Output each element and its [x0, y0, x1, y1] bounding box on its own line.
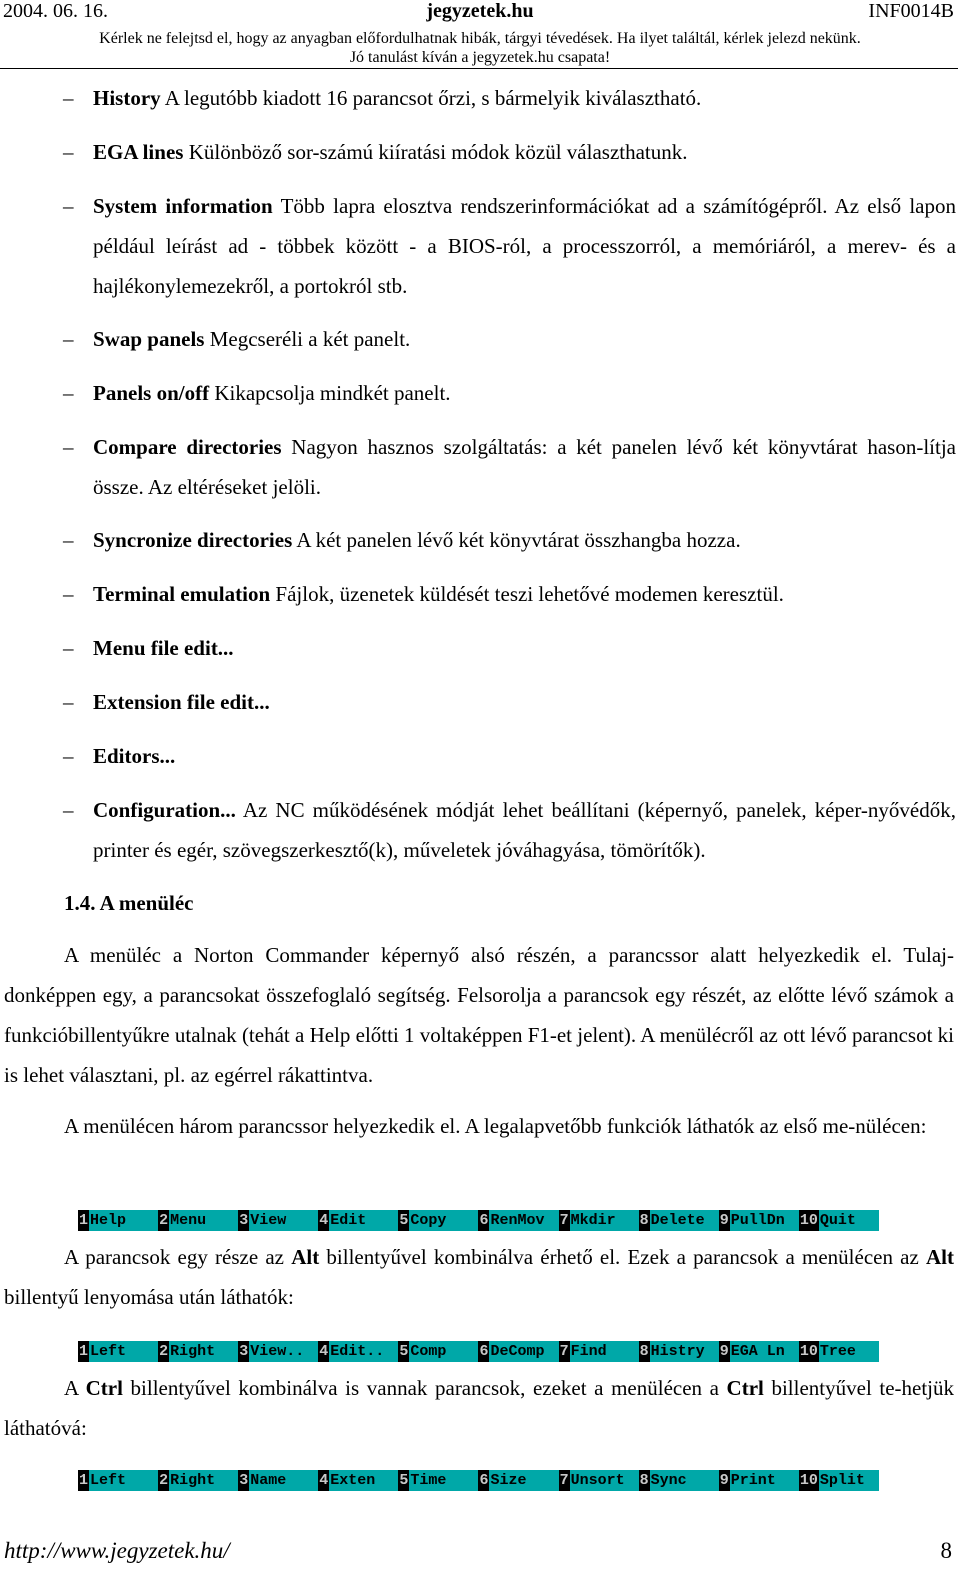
fkey-number: 10 — [799, 1472, 818, 1489]
paragraph-ctrl-keys — [4, 1368, 954, 1448]
fkey-3[interactable] — [238, 1341, 318, 1362]
item-desc: Több lapra elosztva rendszerinformációkat ad a számítógépről. Az első lapon például leírást ad - többek között - a BIOS-ról, a processzorról, a memóriáról, a merev- és a hajlékonylemezekről, a portokról stb. — [93, 194, 956, 298]
fkey-6[interactable] — [478, 1341, 558, 1362]
item-desc: A két panelen lévő két könyvtárat összhangba hozza. — [292, 528, 741, 552]
list-bullet: – — [63, 140, 74, 164]
function-key-bar-alt — [78, 1341, 879, 1362]
item-term: System information — [93, 194, 273, 218]
key-name-alt: Alt — [291, 1245, 320, 1269]
function-key-bar-normal — [78, 1210, 879, 1231]
fkey-5[interactable] — [398, 1341, 478, 1362]
list-bullet: – — [63, 327, 74, 351]
fkey-label: View — [250, 1212, 287, 1229]
fkey-3[interactable] — [238, 1210, 318, 1231]
fkey-label: Right — [170, 1343, 216, 1360]
header-date: 2004. 06. 16. — [3, 0, 108, 22]
item-term: Extension file edit... — [93, 690, 270, 714]
list-item-compare-directories — [60, 427, 956, 507]
header-divider — [0, 68, 958, 69]
fkey-number: 9 — [719, 1343, 729, 1360]
header-code: INF0014B — [868, 0, 954, 22]
fkey-7[interactable] — [559, 1210, 639, 1231]
item-desc: Fájlok, üzenetek küldését teszi lehetővé modemen keresztül. — [270, 582, 784, 606]
key-name-alt: Alt — [926, 1245, 954, 1269]
fkey-label: Exten — [330, 1472, 376, 1489]
list-item-extension-file-edit — [60, 682, 956, 722]
para-text: billentyű lenyomása után láthatók: — [4, 1285, 294, 1309]
list-bullet: – — [63, 798, 74, 822]
fkey-1[interactable] — [78, 1341, 158, 1362]
item-term: History — [93, 86, 161, 110]
fkey-1[interactable] — [78, 1210, 158, 1231]
item-term: Terminal emulation — [93, 582, 271, 606]
fkey-label: Left — [90, 1472, 127, 1489]
fkey-2[interactable] — [158, 1470, 238, 1491]
fkey-label: Split — [819, 1472, 865, 1489]
fkey-6[interactable] — [478, 1470, 558, 1491]
list-item-terminal-emulation — [60, 574, 956, 614]
fkey-4[interactable] — [318, 1341, 398, 1362]
fkey-number: 1 — [79, 1472, 89, 1489]
fkey-number: 9 — [719, 1212, 729, 1229]
fkey-8[interactable] — [639, 1210, 719, 1231]
list-bullet: – — [63, 86, 74, 110]
fkey-number: 8 — [639, 1212, 649, 1229]
fkey-7[interactable] — [559, 1470, 639, 1491]
fkey-number: 5 — [399, 1212, 409, 1229]
fkey-number: 7 — [559, 1343, 569, 1360]
page-number: 8 — [940, 1538, 952, 1563]
fkey-4[interactable] — [318, 1210, 398, 1231]
fkey-number: 2 — [159, 1212, 169, 1229]
fkey-number: 3 — [239, 1212, 249, 1229]
fkey-number: 9 — [719, 1472, 729, 1489]
fkey-10[interactable] — [799, 1341, 879, 1362]
paragraph-three-rows: A menülécen három parancssor helyezkedik el. A legalapvetőbb funkciók láthatók az első me-nülécen: — [64, 1114, 927, 1138]
list-bullet: – — [63, 528, 74, 552]
paragraph-alt-keys — [4, 1237, 954, 1317]
fkey-10[interactable] — [799, 1210, 879, 1231]
list-bullet: – — [63, 381, 74, 405]
fkey-number: 4 — [319, 1343, 329, 1360]
list-item-ega-lines — [60, 132, 956, 172]
list-item-history — [60, 78, 956, 118]
fkey-label: PullDn — [730, 1212, 785, 1229]
fkey-9[interactable] — [719, 1470, 799, 1491]
item-term: EGA lines — [93, 140, 184, 164]
fkey-label: Comp — [410, 1343, 447, 1360]
fkey-number: 1 — [79, 1343, 89, 1360]
fkey-label: Name — [250, 1472, 287, 1489]
fkey-1[interactable] — [78, 1470, 158, 1491]
fkey-number: 2 — [159, 1472, 169, 1489]
item-desc: Megcseréli a két panelt. — [204, 327, 411, 351]
item-desc: Különböző sor-számú kiíratási módok közül választhatunk. — [183, 140, 688, 164]
fkey-number: 10 — [799, 1212, 818, 1229]
fkey-number: 3 — [239, 1343, 249, 1360]
fkey-5[interactable] — [398, 1470, 478, 1491]
list-item-panels-on-off — [60, 373, 956, 413]
list-bullet: – — [63, 435, 74, 459]
fkey-label: Edit.. — [330, 1343, 385, 1360]
fkey-label: Mkdir — [570, 1212, 616, 1229]
list-bullet: – — [63, 194, 74, 218]
fkey-number: 8 — [639, 1472, 649, 1489]
page-header — [0, 0, 960, 22]
fkey-label: RenMov — [490, 1212, 545, 1229]
fkey-label: Size — [490, 1472, 527, 1489]
fkey-number: 7 — [559, 1472, 569, 1489]
fkey-label: DeComp — [490, 1343, 545, 1360]
header-site: jegyzetek.hu — [426, 0, 534, 22]
item-term: Swap panels — [93, 327, 205, 351]
fkey-label: Help — [90, 1212, 127, 1229]
fkey-label: Delete — [650, 1212, 705, 1229]
fkey-label: EGA Ln — [730, 1343, 785, 1360]
fkey-number: 6 — [479, 1212, 489, 1229]
header-note — [0, 29, 960, 67]
fkey-number: 5 — [399, 1343, 409, 1360]
para-text: billentyűvel kombinálva is vannak parancsok, ezeket a menülécen a — [122, 1376, 727, 1400]
para-text: A — [64, 1376, 86, 1400]
fkey-number: 4 — [319, 1212, 329, 1229]
fkey-number: 8 — [639, 1343, 649, 1360]
fkey-number: 5 — [399, 1472, 409, 1489]
fkey-6[interactable] — [478, 1210, 558, 1231]
fkey-2[interactable] — [158, 1210, 238, 1231]
fkey-label: Find — [570, 1343, 607, 1360]
fkey-label: Left — [90, 1343, 127, 1360]
list-item-configuration — [60, 790, 956, 870]
fkey-label: Edit — [330, 1212, 367, 1229]
fkey-number: 6 — [479, 1472, 489, 1489]
fkey-label: Time — [410, 1472, 447, 1489]
fkey-number: 4 — [319, 1472, 329, 1489]
item-term: Editors... — [93, 744, 176, 768]
fkey-number: 3 — [239, 1472, 249, 1489]
fkey-number: 10 — [799, 1343, 818, 1360]
list-bullet: – — [63, 690, 74, 714]
footer-url[interactable]: http://www.jegyzetek.hu/ — [4, 1538, 230, 1563]
list-item-system-information — [60, 186, 956, 306]
key-name-ctrl: Ctrl — [726, 1376, 764, 1400]
item-term: Configuration... — [93, 798, 236, 822]
header-note-line2: Jó tanulást kíván a jegyzetek.hu csapata! — [349, 49, 611, 66]
header-note-line1: Kérlek ne felejtsd el, hogy az anyagban előfordulhatnak hibák, tárgyi tévedések. Ha ilyet találtál, kérlek jelezd nekünk. — [99, 30, 861, 47]
fkey-number: 1 — [79, 1212, 89, 1229]
fkey-label: Sync — [650, 1472, 687, 1489]
function-key-bar-ctrl — [78, 1470, 879, 1491]
fkey-5[interactable] — [398, 1210, 478, 1231]
fkey-10[interactable] — [799, 1470, 879, 1491]
fkey-label: Right — [170, 1472, 216, 1489]
fkey-9[interactable] — [719, 1210, 799, 1231]
fkey-label: Print — [730, 1472, 776, 1489]
fkey-label: Menu — [170, 1212, 207, 1229]
section-title: 1.4. A menüléc — [64, 891, 194, 915]
para-text: billentyűvel kombinálva érhető el. Ezek a parancsok a menülécen az — [319, 1245, 926, 1269]
list-item-syncronize-directories — [60, 520, 956, 560]
fkey-4[interactable] — [318, 1470, 398, 1491]
fkey-7[interactable] — [559, 1341, 639, 1362]
fkey-number: 6 — [479, 1343, 489, 1360]
item-desc: Nagyon hasznos szolgáltatás: a két panelen lévő két könyvtárat hason-lítja össze. Az eltéréseket jelöli. — [93, 435, 956, 499]
list-bullet: – — [63, 636, 74, 660]
list-bullet: – — [63, 582, 74, 606]
item-term: Compare directories — [93, 435, 282, 459]
fkey-9[interactable] — [719, 1341, 799, 1362]
fkey-number: 2 — [159, 1343, 169, 1360]
item-term: Syncronize directories — [93, 528, 293, 552]
fkey-3[interactable] — [238, 1470, 318, 1491]
fkey-number: 7 — [559, 1212, 569, 1229]
item-term: Panels on/off — [93, 381, 210, 405]
fkey-8[interactable] — [639, 1341, 719, 1362]
list-item-editors — [60, 736, 956, 776]
fkey-label: Unsort — [570, 1472, 625, 1489]
item-desc: A legutóbb kiadott 16 parancsot őrzi, s bármelyik kiválasztható. — [160, 86, 702, 110]
para-text: A parancsok egy része az — [64, 1245, 292, 1269]
list-item-menu-file-edit — [60, 628, 956, 668]
item-term: Menu file edit... — [93, 636, 234, 660]
fkey-2[interactable] — [158, 1341, 238, 1362]
para-text: billentyűvel te-hetjük láthatóvá: — [4, 1376, 955, 1440]
fkey-label: Copy — [410, 1212, 447, 1229]
list-item-swap-panels — [60, 319, 956, 359]
fkey-label: Quit — [819, 1212, 856, 1229]
fkey-label: Histry — [650, 1343, 705, 1360]
fkey-label: View.. — [250, 1343, 305, 1360]
fkey-8[interactable] — [639, 1470, 719, 1491]
item-desc: Kikapcsolja mindkét panelt. — [209, 381, 451, 405]
paragraph-menubar-intro: A menüléc a Norton Commander képernyő alsó részén, a parancssor alatt helyezkedik el. Tulaj-donképpen egy, a parancsokat összefoglaló segítség. Felsorolja a parancsok egy részét, az előtte lévő számok a funkcióbillentyűkre utalnak (tehát a Help előtti 1 voltaképpen F1-et jelent). A menülécről az ott lévő parancsot ki is lehet választani, pl. az egérrel rákattintva. — [4, 943, 954, 1087]
list-bullet: – — [63, 744, 74, 768]
fkey-label: Tree — [819, 1343, 856, 1360]
item-desc: Az NC működésének módját lehet beállítani (képernyő, panelek, képer-nyővédők, printer és egér, szövegszerkesztő(k), műveletek jóváhagyása, tömörítők). — [93, 798, 956, 862]
key-name-ctrl: Ctrl — [85, 1376, 123, 1400]
